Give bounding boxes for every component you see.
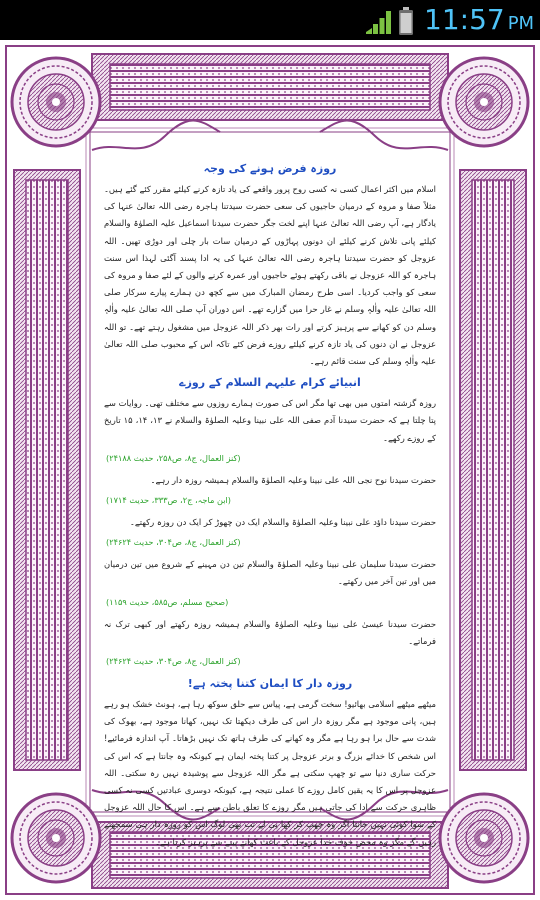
reference-citation <box>104 451 436 466</box>
paragraph: حضرت سیدنا داؤد علی نبینا وعلیہ الصلوٰۃ والسلام ایک دن چھوڑ کر ایک دن روزہ رکھتے۔ <box>129 517 436 528</box>
clock-time: 11:57 <box>424 3 505 36</box>
reference-citation <box>104 654 436 669</box>
battery-icon <box>398 6 414 36</box>
section-heading: روزہ فرض ہونے کی وجہ <box>203 162 337 175</box>
article-text <box>104 158 436 848</box>
section-heading: روزہ دار کا ایمان کتنا پختہ ہے! <box>187 677 353 691</box>
paragraph: حضرت سیدنا سلیمان علی نبینا وعلیہ الصلوٰۃ والسلام تین دن مہینے کے شروع میں تین درمیان میں اور تین آخر میں رکھتے۔ <box>104 559 436 587</box>
signal-bars-icon <box>364 8 394 34</box>
reference-citation <box>104 595 436 610</box>
clock <box>424 3 534 36</box>
paragraph: روزہ گزشتہ امتوں میں بھی تھا مگر اس کی صورت ہمارے روزوں سے مختلف تھی۔ روایات سے پتا چلتا ہے کہ حضرت سیدنا آدم صفی اللہ علی نبینا وعلیہ الصلوٰۃ والسلام نے ۱۳، ۱۴، ۱۵ تاریخ کے روزے رکھے۔ <box>104 398 436 443</box>
clock-ampm: PM <box>507 13 535 34</box>
paragraph: حضرت سیدنا عیسیٰ علی نبینا وعلیہ الصلوٰۃ والسلام ہمیشہ روزہ رکھتے اور کبھی ترک نہ فرماتے۔ <box>104 618 436 646</box>
reference-citation <box>104 493 436 508</box>
book-page[interactable] <box>0 40 540 900</box>
reference-text: (صحیح مسلم، ص۵۸۵، حدیث ۱۱۵۹) <box>106 596 229 607</box>
reference-text: (کنز العمال، ج۸، ص۲۵۸، حدیث ۲۴۱۸۸) <box>106 452 241 463</box>
paragraph: اسلام میں اکثر اعمال کسی نہ کسی روح پرور واقعے کی یاد تازہ کرنے کیلئے مقرر کئے گئے ہیں۔ مثلاً صفا و مروہ کے درمیان حاجیوں کی سعی حضرت سیدتنا ہاجرہ رضی اللہ تعالیٰ عنہا کی یادگار ہے، آپ رضی اللہ تعالیٰ عنہا اپنے لخت جگر حضرت سیدنا اسماعیل علیہ الصلوٰۃ والسلام کیلئے پانی تلاش کرنے کیلئے ان دونوں پہاڑوں کے درمیان سات بار چلی اور دوڑی تھیں۔ اللہ عزوجل کو حضرت سیدتنا ہاجرہ رضی اللہ تعالیٰ عنہا کی یہ ادا پسند آگئی لہذا اس سنت ہاجرہ کو اللہ عزوجل نے باقی رکھتے ہوئے حاجیوں اور عمرہ کرنے والوں کے لئے صفا و مروہ کی سعی کو واجب کردیا۔ اسی طرح رمضان المبارک میں سے کچھ دن ہمارے پیارے سرکار صلی اللہ تعالیٰ علیہ واٰلہٖ وسلم نے غار حرا میں گزارے تھے۔ اس دوران آپ صلی اللہ تعالیٰ علیہ واٰلہٖ وسلم دن کو کھانے سے پرہیز کرتے اور رات بھر ذکر اللہ عزوجل میں مشغول رہتے تھے۔ تو اللہ عزوجل نے ان دنوں کی یاد تازہ کرنے کیلئے روزے فرض کئے تاکہ اس کے محبوب صلی اللہ تعالیٰ علیہ واٰلہٖ وسلم کی سنت قائم رہے۔ <box>104 184 436 367</box>
status-bar <box>0 0 540 40</box>
reference-citation <box>104 535 436 550</box>
paragraph: حضرت سیدنا نوح نجی اللہ علی نبینا وعلیہ الصلوٰۃ والسلام ہمیشہ روزہ دار رہے۔ <box>150 474 436 485</box>
reference-text: (کنز العمال، ج۸، ص۳۰۴، حدیث ۲۴۶۲۴) <box>106 537 241 548</box>
paragraph: میٹھے میٹھے اسلامی بھائیو! سخت گرمی ہے، پیاس سے حلق سوکھ رہا ہے، ہونٹ خشک ہو رہے ہیں، پانی موجود ہے مگر روزہ دار اس کی طرف دیکھتا تک نہیں، کھانا موجود ہے، بھوک کی شدت سے حال برا ہو رہا ہے مگر وہ کھانے کی طرف ہاتھ تک نہیں بڑھاتا۔ آپ اندازہ فرمائیے! اس شخص کا خدائے بزرگ و برتر عزوجل پر کتنا پختہ ایمان ہے کیونکہ وہ جانتا ہے کہ اس کی حرکت ساری دنیا سے تو چھپ سکتی ہے مگر اللہ عزوجل سے پوشیدہ نہیں رہ سکتی۔ اللہ عزوجل پر اس کا یہ یقین کامل روزے کا عملی نتیجہ ہے، کیونکہ دوسری عبادتیں کسی نہ کسی ظاہری حرکت سے ادا کی جاتی ہیں مگر روزے کا تعلق باطن سے ہے۔ اس کا حال اللہ عزوجل کے سوا کوئی نہیں جانتا اگر وہ چھپ کر کھا پی لے تب بھی لوگ اس کو روزہ دار ہی سمجھتے رہیں گے مگر وہ محض خوف خدا عزوجل کے باعث کھانے پینے سے پرہیز کرتا ہے۔ <box>104 699 436 847</box>
reference-text: (ابن ماجہ، ج۲، ص۳۳۳، حدیث ۱۷۱۴) <box>106 495 231 506</box>
reference-text: (کنز العمال، ج۸، ص۳۰۴، حدیث ۲۴۶۲۴) <box>106 656 241 667</box>
section-heading: انبیائے کرام علیہم السلام کے روزے <box>179 376 361 390</box>
